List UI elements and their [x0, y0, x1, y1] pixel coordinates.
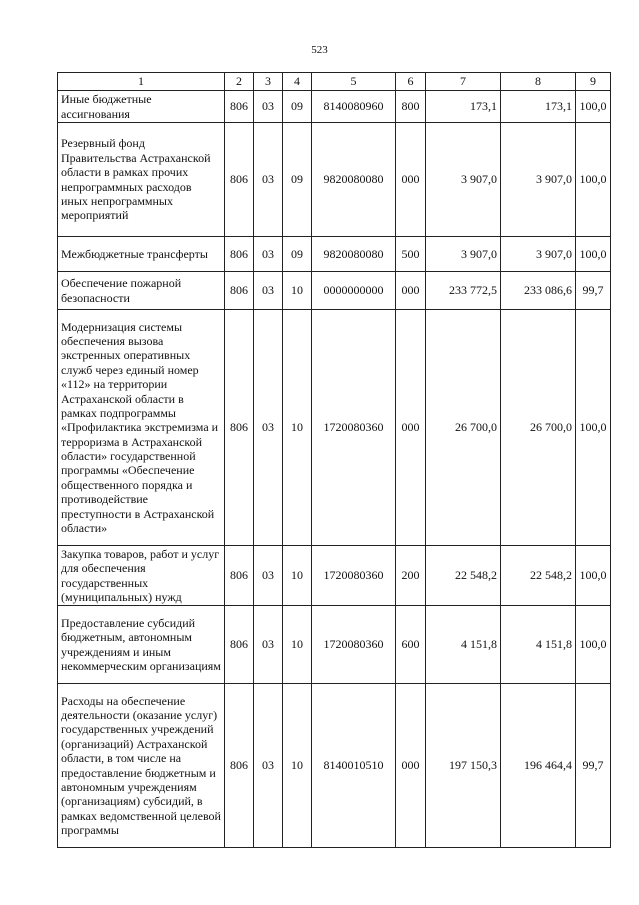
row-rz: 03: [254, 237, 283, 272]
row-plan: 173,1: [426, 91, 501, 123]
row-ved: 806: [225, 237, 254, 272]
row-pr: 09: [283, 123, 312, 237]
row-vr: 800: [396, 91, 426, 123]
row-csr: 1720080360: [312, 546, 396, 606]
row-name: Закупка товаров, работ и услуг для обеспечения государственных (муниципальных) нужд: [58, 546, 225, 606]
row-vr: 000: [396, 684, 426, 848]
row-ved: 806: [225, 606, 254, 684]
table-row: [58, 123, 611, 237]
row-rz: 03: [254, 684, 283, 848]
row-pr: 10: [283, 684, 312, 848]
row-fact: 4 151,8: [501, 606, 576, 684]
row-plan: 3 907,0: [426, 237, 501, 272]
row-rz: 03: [254, 123, 283, 237]
row-pr: 09: [283, 91, 312, 123]
row-csr: 1720080360: [312, 606, 396, 684]
row-plan: 4 151,8: [426, 606, 501, 684]
table-row: [58, 237, 611, 272]
row-fact: 3 907,0: [501, 123, 576, 237]
column-header-8: 8: [501, 73, 576, 91]
row-pr: 10: [283, 546, 312, 606]
row-pct: 100,0: [576, 310, 611, 546]
row-pct: 100,0: [576, 237, 611, 272]
budget-table: [57, 72, 611, 848]
column-header-3: 3: [254, 73, 283, 91]
page-number: 523: [311, 44, 328, 56]
row-pct: 100,0: [576, 123, 611, 237]
column-header-1: 1: [58, 73, 225, 91]
row-name: Резервный фонд Правительства Астраханской области в рамках прочих непрограммных расходов иных непрограммных мероприятий: [58, 123, 225, 237]
row-plan: 233 772,5: [426, 272, 501, 310]
row-csr: 1720080360: [312, 310, 396, 546]
row-name: Межбюджетные трансферты: [58, 237, 225, 272]
row-ved: 806: [225, 272, 254, 310]
row-rz: 03: [254, 272, 283, 310]
row-plan: 3 907,0: [426, 123, 501, 237]
row-vr: 000: [396, 310, 426, 546]
column-header-7: 7: [426, 73, 501, 91]
column-header-4: 4: [283, 73, 312, 91]
row-ved: 806: [225, 91, 254, 123]
row-csr: 0000000000: [312, 272, 396, 310]
row-rz: 03: [254, 91, 283, 123]
table-row: [58, 684, 611, 848]
row-name: Предоставление субсидий бюджетным, автономным учреждениям и иным некоммерческим организациям: [58, 606, 225, 684]
row-name: Иные бюджетные ассигнования: [58, 91, 225, 123]
row-ved: 806: [225, 546, 254, 606]
row-name: Обеспечение пожарной безопасности: [58, 272, 225, 310]
row-vr: 000: [396, 123, 426, 237]
row-csr: 9820080080: [312, 237, 396, 272]
row-pct: 99,7: [576, 272, 611, 310]
row-rz: 03: [254, 310, 283, 546]
table-row: [58, 91, 611, 123]
table-row: [58, 606, 611, 684]
row-vr: 500: [396, 237, 426, 272]
row-rz: 03: [254, 606, 283, 684]
row-plan: 26 700,0: [426, 310, 501, 546]
row-pct: 100,0: [576, 546, 611, 606]
row-rz: 03: [254, 546, 283, 606]
row-pct: 99,7: [576, 684, 611, 848]
table-row: [58, 546, 611, 606]
row-plan: 22 548,2: [426, 546, 501, 606]
row-csr: 8140080960: [312, 91, 396, 123]
row-fact: 233 086,6: [501, 272, 576, 310]
row-pr: 10: [283, 310, 312, 546]
header-row: [58, 73, 611, 91]
column-header-5: 5: [312, 73, 396, 91]
row-ved: 806: [225, 123, 254, 237]
row-fact: 173,1: [501, 91, 576, 123]
column-header-6: 6: [396, 73, 426, 91]
row-plan: 197 150,3: [426, 684, 501, 848]
row-csr: 9820080080: [312, 123, 396, 237]
column-header-9: 9: [576, 73, 611, 91]
row-pct: 100,0: [576, 606, 611, 684]
table-row: [58, 310, 611, 546]
row-pr: 09: [283, 237, 312, 272]
row-vr: 000: [396, 272, 426, 310]
row-name: Расходы на обеспечение деятельности (оказание услуг) государственных учреждений (организаций) Астраханской области, в том числе на предоставление бюджетным и автономным учреждениям (организациям) субсидий, в рамках ведомственной целевой программы: [58, 684, 225, 848]
row-fact: 26 700,0: [501, 310, 576, 546]
column-header-2: 2: [225, 73, 254, 91]
row-ved: 806: [225, 684, 254, 848]
row-pct: 100,0: [576, 91, 611, 123]
row-fact: 22 548,2: [501, 546, 576, 606]
row-csr: 8140010510: [312, 684, 396, 848]
row-name: Модернизация системы обеспечения вызова экстренных оперативных служб через единый номер «112» на территории Астраханской области в рамках подпрограммы «Профилактика экстремизма и терроризма в Астраханской области» государственной программы «Обеспечение общественного порядка и противодействие преступности в Астраханской области»: [58, 310, 225, 546]
row-pr: 10: [283, 606, 312, 684]
row-pr: 10: [283, 272, 312, 310]
row-vr: 600: [396, 606, 426, 684]
row-fact: 196 464,4: [501, 684, 576, 848]
row-ved: 806: [225, 310, 254, 546]
table-row: [58, 272, 611, 310]
row-vr: 200: [396, 546, 426, 606]
row-fact: 3 907,0: [501, 237, 576, 272]
